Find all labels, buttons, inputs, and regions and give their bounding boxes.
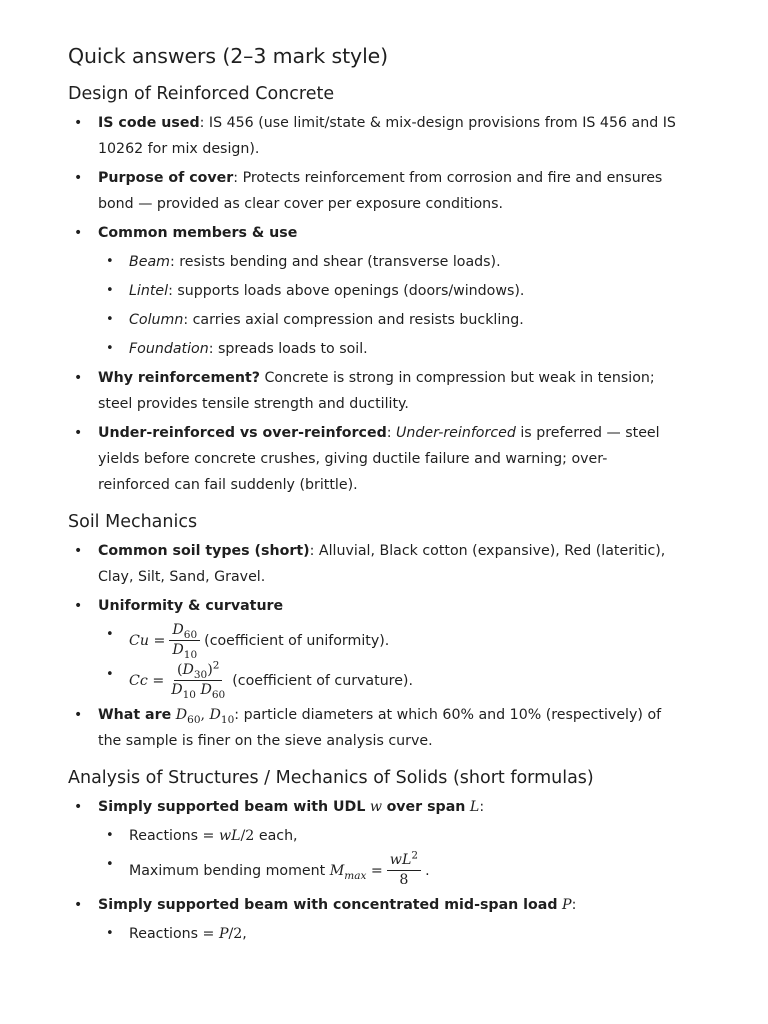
list-item: • Lintel: supports loads above openings (doors/windows). bbox=[98, 278, 678, 304]
formula-sublist bbox=[98, 622, 678, 699]
list-item: • Common members & use • Beam: resists bending and shear (transverse loads). • Lintel: supports loads above openings (doors/windows). • Column: carries axial compression and resists buckling. • Foundation: spreads loads to soil. bbox=[68, 220, 678, 362]
point-load-sublist bbox=[98, 921, 678, 947]
section-heading-rc: Design of Reinforced Concrete bbox=[68, 84, 335, 104]
list-item: • Beam: resists bending and shear (transverse loads). bbox=[98, 249, 678, 275]
d-symbols: $D_{60}$, $D_{10}$ bbox=[175, 707, 235, 726]
list-item: • Why reinforcement? Concrete is strong in compression but weak in tension; steel provides tensile strength and ductility. bbox=[68, 365, 678, 417]
structures-list bbox=[68, 794, 678, 947]
list-item: • Simply supported beam with concentrated mid-span load P: • Reactions = P/2, bbox=[68, 892, 678, 947]
list-item: • Foundation: spreads loads to soil. bbox=[98, 336, 678, 362]
list-item: • Column: carries axial compression and resists buckling. bbox=[98, 307, 678, 333]
soil-list bbox=[68, 538, 678, 754]
moment-fraction: $\frac{wL^2}{8}$ bbox=[387, 852, 421, 889]
cu-formula: • Cu = $\frac{D_{60}}{D_{10}}$ (coefficient of uniformity). bbox=[98, 622, 678, 659]
section-heading-structures: Analysis of Structures / Mechanics of Solids (short formulas) bbox=[68, 768, 594, 789]
section-heading-soil: Soil Mechanics bbox=[68, 512, 198, 532]
list-item: • Reactions = wL/2 each, bbox=[98, 823, 678, 849]
list-item: • IS code used: IS 456 (use limit/state & mix-design provisions from IS 456 and IS 10262 for mix design). bbox=[68, 110, 678, 162]
page-title: Quick answers (2–3 mark style) bbox=[68, 44, 389, 68]
list-item: • Uniformity & curvature • Cu = $\frac{D_{60}}{D_{10}}$ (coefficient of uniformity). • Cc = $\frac{(D_{30})^2}{D_{10} D_{60}}$ (coefficient of curvature). bbox=[68, 593, 678, 699]
cc-math: • Cc = bbox=[129, 672, 165, 689]
cu-math: • Cu = bbox=[129, 632, 166, 649]
moment-formula: • Maximum bending moment $M_{max}$ = $\frac{wL^2}{8}$ . bbox=[98, 852, 678, 889]
list-item: • Reactions = P/2, bbox=[98, 921, 678, 947]
cu-fraction: $\frac{D_{60}}{D_{10}}$ bbox=[169, 622, 200, 659]
cc-fraction: $\frac{(D_{30})^2}{D_{10} D_{60}}$ bbox=[171, 659, 226, 701]
members-sublist bbox=[98, 249, 678, 362]
list-item: • Common soil types (short): Alluvial, Black cotton (expansive), Red (lateritic), Clay, Silt, Sand, Gravel. bbox=[68, 538, 678, 590]
udl-sublist bbox=[98, 823, 678, 889]
rc-list bbox=[68, 110, 678, 498]
cc-formula: • Cc = $\frac{(D_{30})^2}{D_{10} D_{60}}$ (coefficient of curvature). bbox=[98, 662, 678, 699]
list-item: • Under-reinforced vs over-reinforced: Under-reinforced is preferred — steel yields before concrete crushes, giving ductile failure and warning; over-reinforced can fail suddenly (brittle). bbox=[68, 420, 678, 498]
list-item: • What are $D_{60}$, $D_{10}$: particle diameters at which 60% and 10% (respectively) of the sample is finer on the sieve analysis curve. bbox=[68, 702, 678, 754]
list-item: • Simply supported beam with UDL w over span L: • Reactions = wL/2 each, • Maximum bending moment $M_{max}$ = $\frac{wL^2}{8}$ . bbox=[68, 794, 678, 889]
list-item: • Purpose of cover: Protects reinforcement from corrosion and fire and ensures bond — provided as clear cover per exposure conditions. bbox=[68, 165, 678, 217]
